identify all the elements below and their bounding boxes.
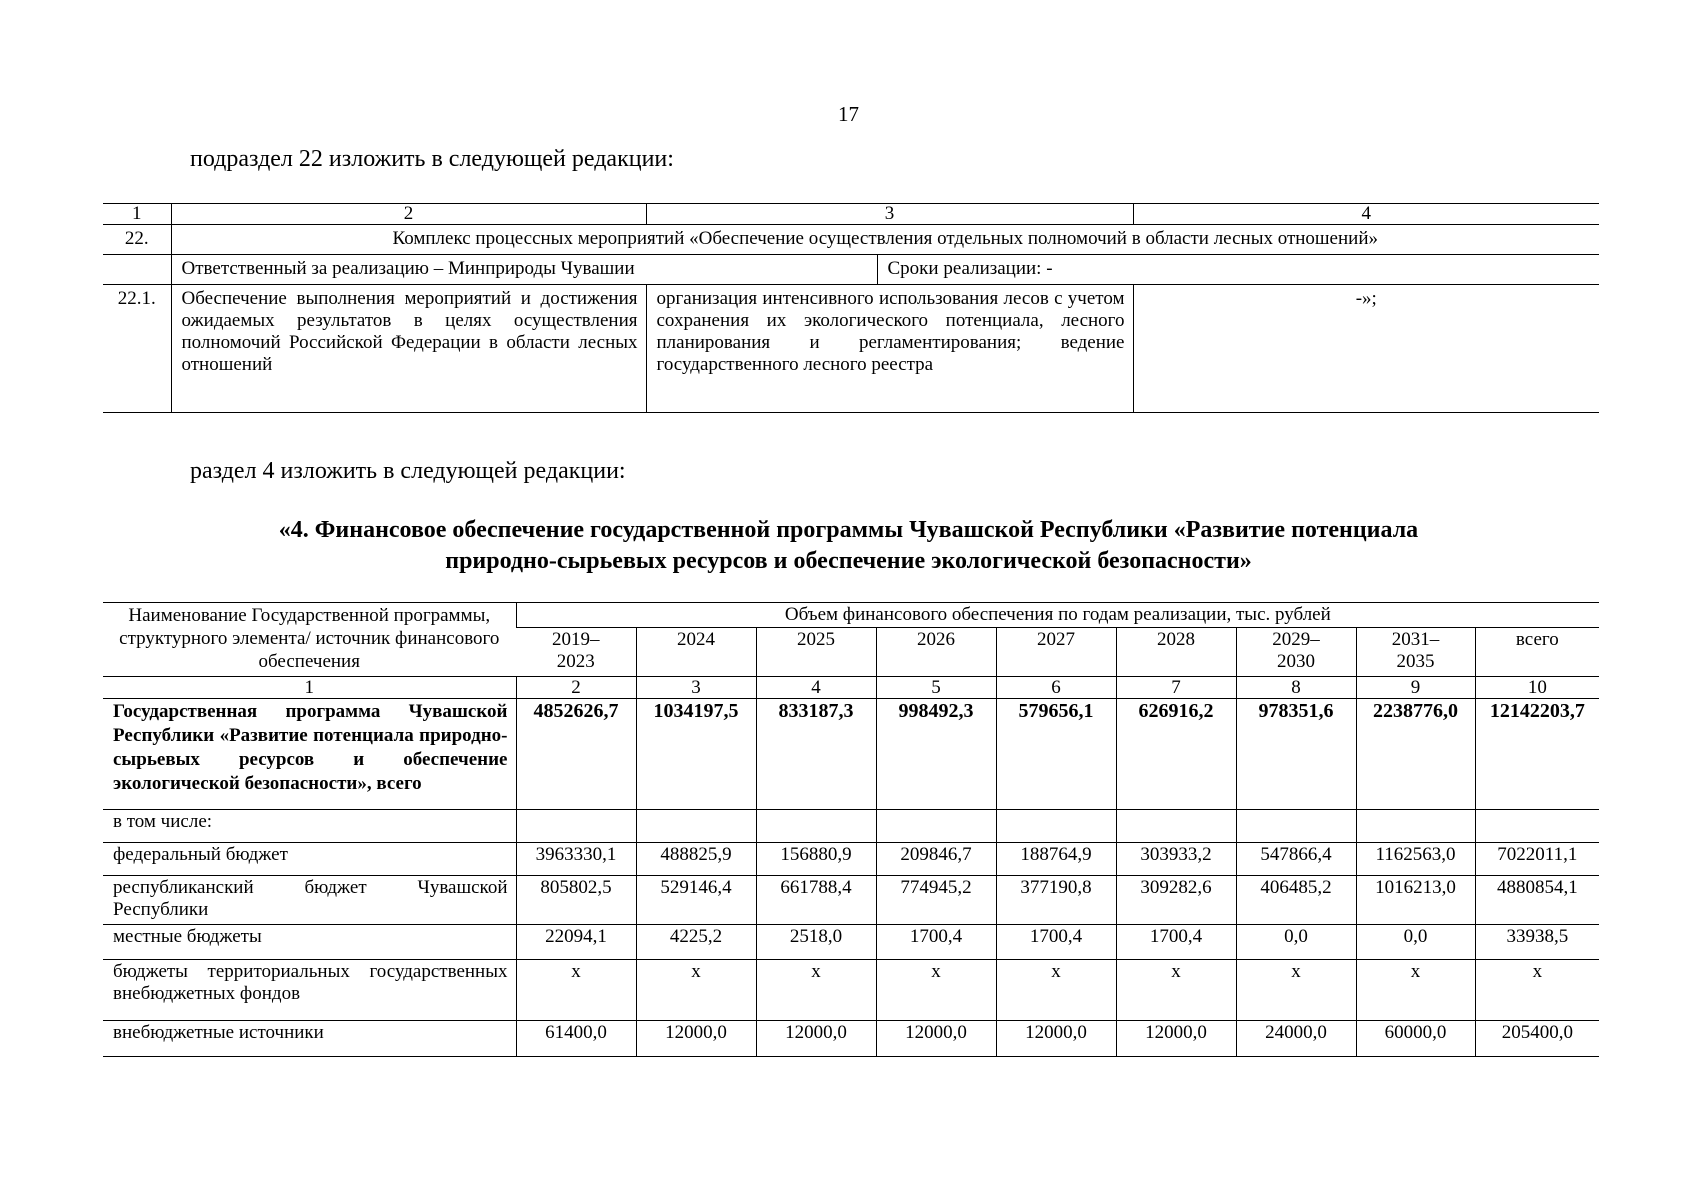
value-cell: 12000,0	[996, 1021, 1116, 1057]
value-cell: 24000,0	[1236, 1021, 1356, 1057]
column-numbers-row	[103, 677, 1599, 699]
value-cell: 805802,5	[516, 876, 636, 925]
year-header: 2026	[876, 628, 996, 677]
value-cell: 0,0	[1236, 925, 1356, 960]
value-cell: 1016213,0	[1356, 876, 1475, 925]
empty-cell	[103, 255, 171, 285]
value-cell: 2238776,0	[1356, 699, 1475, 810]
value-cell: х	[996, 960, 1116, 1021]
value-cell: 7022011,1	[1475, 843, 1599, 876]
financing-table	[103, 602, 1599, 1057]
value-cell: 833187,3	[756, 699, 876, 810]
value-cell: 488825,9	[636, 843, 756, 876]
value-cell: 61400,0	[516, 1021, 636, 1057]
volume-header: Объем финансового обеспечения по годам реализации, тыс. рублей	[516, 603, 1599, 628]
value-cell: 406485,2	[1236, 876, 1356, 925]
row-number: 22.1.	[103, 285, 171, 413]
value-cell	[636, 810, 756, 843]
value-cell: 579656,1	[996, 699, 1116, 810]
section-heading	[0, 515, 1697, 577]
column-number: 3	[646, 204, 1133, 225]
year-header: 2019– 2023	[516, 628, 636, 677]
value-cell: 309282,6	[1116, 876, 1236, 925]
year-header: 2028	[1116, 628, 1236, 677]
value-cell: 4225,2	[636, 925, 756, 960]
column-number: 8	[1236, 677, 1356, 699]
year-header: 2024	[636, 628, 756, 677]
year-header: 2029– 2030	[1236, 628, 1356, 677]
column-number: 2	[516, 677, 636, 699]
column-number: 9	[1356, 677, 1475, 699]
value-cell: 156880,9	[756, 843, 876, 876]
result-description: организация интенсивного использования лесов с учетом сохранения их экологического потенциала, лесного планирования и регламентирования; ведение государственного лесного реестра	[646, 285, 1133, 413]
value-cell	[996, 810, 1116, 843]
heading-line-1: «4. Финансовое обеспечение государственной программы Чувашской Республики «Развитие потенциала	[278, 517, 1419, 543]
value-cell: х	[876, 960, 996, 1021]
value-cell: 2518,0	[756, 925, 876, 960]
row-name: Государственная программа Чувашской Республики «Развитие потенциала природно-сырьевых ресурсов и обеспечение экологической безопасности», всего	[103, 699, 516, 810]
value-cell: 0,0	[1356, 925, 1475, 960]
value-cell: 4880854,1	[1475, 876, 1599, 925]
value-cell: 1700,4	[876, 925, 996, 960]
column-number: 1	[103, 677, 516, 699]
value-cell	[516, 810, 636, 843]
value-cell: 1162563,0	[1356, 843, 1475, 876]
value-cell: х	[1116, 960, 1236, 1021]
value-cell: 529146,4	[636, 876, 756, 925]
value-cell: 12000,0	[756, 1021, 876, 1057]
table-row	[103, 843, 1599, 876]
complex-title: Комплекс процессных мероприятий «Обеспечение осуществления отдельных полномочий в области лесных отношений»	[171, 225, 1599, 255]
page-number: 17	[838, 102, 859, 126]
value-cell	[1475, 810, 1599, 843]
column-number: 4	[1133, 204, 1599, 225]
column-number: 10	[1475, 677, 1599, 699]
column-number: 6	[996, 677, 1116, 699]
subsection-22-table	[103, 203, 1599, 413]
value-cell: 978351,6	[1236, 699, 1356, 810]
value-cell: 377190,8	[996, 876, 1116, 925]
value-cell: 209846,7	[876, 843, 996, 876]
table-row	[103, 960, 1599, 1021]
responsible-label: Ответственный за реализацию – Минприроды Чувашии	[172, 255, 878, 284]
value-cell: х	[1475, 960, 1599, 1021]
table-header-row	[103, 204, 1599, 225]
value-cell	[1236, 810, 1356, 843]
table-row	[103, 925, 1599, 960]
value-cell: 205400,0	[1475, 1021, 1599, 1057]
value-cell: х	[516, 960, 636, 1021]
task-description: Обеспечение выполнения мероприятий и достижения ожидаемых результатов в целях осуществления полномочий Российской Федерации в области лесных отношений	[171, 285, 646, 413]
year-header: 2027	[996, 628, 1116, 677]
value-cell: 661788,4	[756, 876, 876, 925]
value-cell: 3963330,1	[516, 843, 636, 876]
year-header: 2025	[756, 628, 876, 677]
column-number: 4	[756, 677, 876, 699]
value-cell: 1700,4	[996, 925, 1116, 960]
table-row	[103, 225, 1599, 255]
value-cell: х	[636, 960, 756, 1021]
value-cell: 22094,1	[516, 925, 636, 960]
value-cell	[1356, 810, 1475, 843]
column-number: 1	[103, 204, 171, 225]
value-cell: 547866,4	[1236, 843, 1356, 876]
value-cell: 33938,5	[1475, 925, 1599, 960]
table-row	[103, 255, 1599, 285]
value-cell: х	[756, 960, 876, 1021]
value-cell	[876, 810, 996, 843]
value-cell: 1700,4	[1116, 925, 1236, 960]
intro-paragraph-2: раздел 4 изложить в следующей редакции:	[190, 458, 626, 484]
value-cell: 12000,0	[1116, 1021, 1236, 1057]
value-cell: 12000,0	[636, 1021, 756, 1057]
value-cell: 12142203,7	[1475, 699, 1599, 810]
table-row	[103, 285, 1599, 413]
heading-line-2: природно-сырьевых ресурсов и обеспечение экологической безопасности»	[445, 548, 1252, 574]
row-name: бюджеты территориальных государственных внебюджетных фондов	[103, 960, 516, 1021]
value-cell: 1034197,5	[636, 699, 756, 810]
value-cell	[756, 810, 876, 843]
value-cell: 12000,0	[876, 1021, 996, 1057]
row-name: республиканский бюджет Чувашской Республики	[103, 876, 516, 925]
value-cell: 188764,9	[996, 843, 1116, 876]
name-column-header: Наименование Государственной программы, структурного элемента/ источник финансового обеспечения	[103, 603, 516, 677]
intro-paragraph-1: подраздел 22 изложить в следующей редакции:	[190, 146, 674, 172]
table-header-row	[103, 603, 1599, 628]
column-number: 5	[876, 677, 996, 699]
value-cell	[1116, 810, 1236, 843]
row-name: местные бюджеты	[103, 925, 516, 960]
table-row	[103, 1021, 1599, 1057]
responsible-terms-cell	[171, 255, 1599, 285]
year-header: 2031– 2035	[1356, 628, 1475, 677]
value-cell: 60000,0	[1356, 1021, 1475, 1057]
value-cell: 626916,2	[1116, 699, 1236, 810]
year-header: всего	[1475, 628, 1599, 677]
row-number: 22.	[103, 225, 171, 255]
column-number: 7	[1116, 677, 1236, 699]
value-cell: х	[1236, 960, 1356, 1021]
table-row	[103, 876, 1599, 925]
value-cell: 998492,3	[876, 699, 996, 810]
value-cell: 4852626,7	[516, 699, 636, 810]
column-number: 2	[171, 204, 646, 225]
value-cell: 774945,2	[876, 876, 996, 925]
indicator-cell: -»;	[1133, 285, 1599, 413]
table-row	[103, 699, 1599, 810]
row-name: в том числе:	[103, 810, 516, 843]
table-row	[103, 810, 1599, 843]
value-cell: х	[1356, 960, 1475, 1021]
column-number: 3	[636, 677, 756, 699]
terms-label: Сроки реализации: -	[887, 258, 1053, 279]
value-cell: 303933,2	[1116, 843, 1236, 876]
row-name: федеральный бюджет	[103, 843, 516, 876]
row-name: внебюджетные источники	[103, 1021, 516, 1057]
